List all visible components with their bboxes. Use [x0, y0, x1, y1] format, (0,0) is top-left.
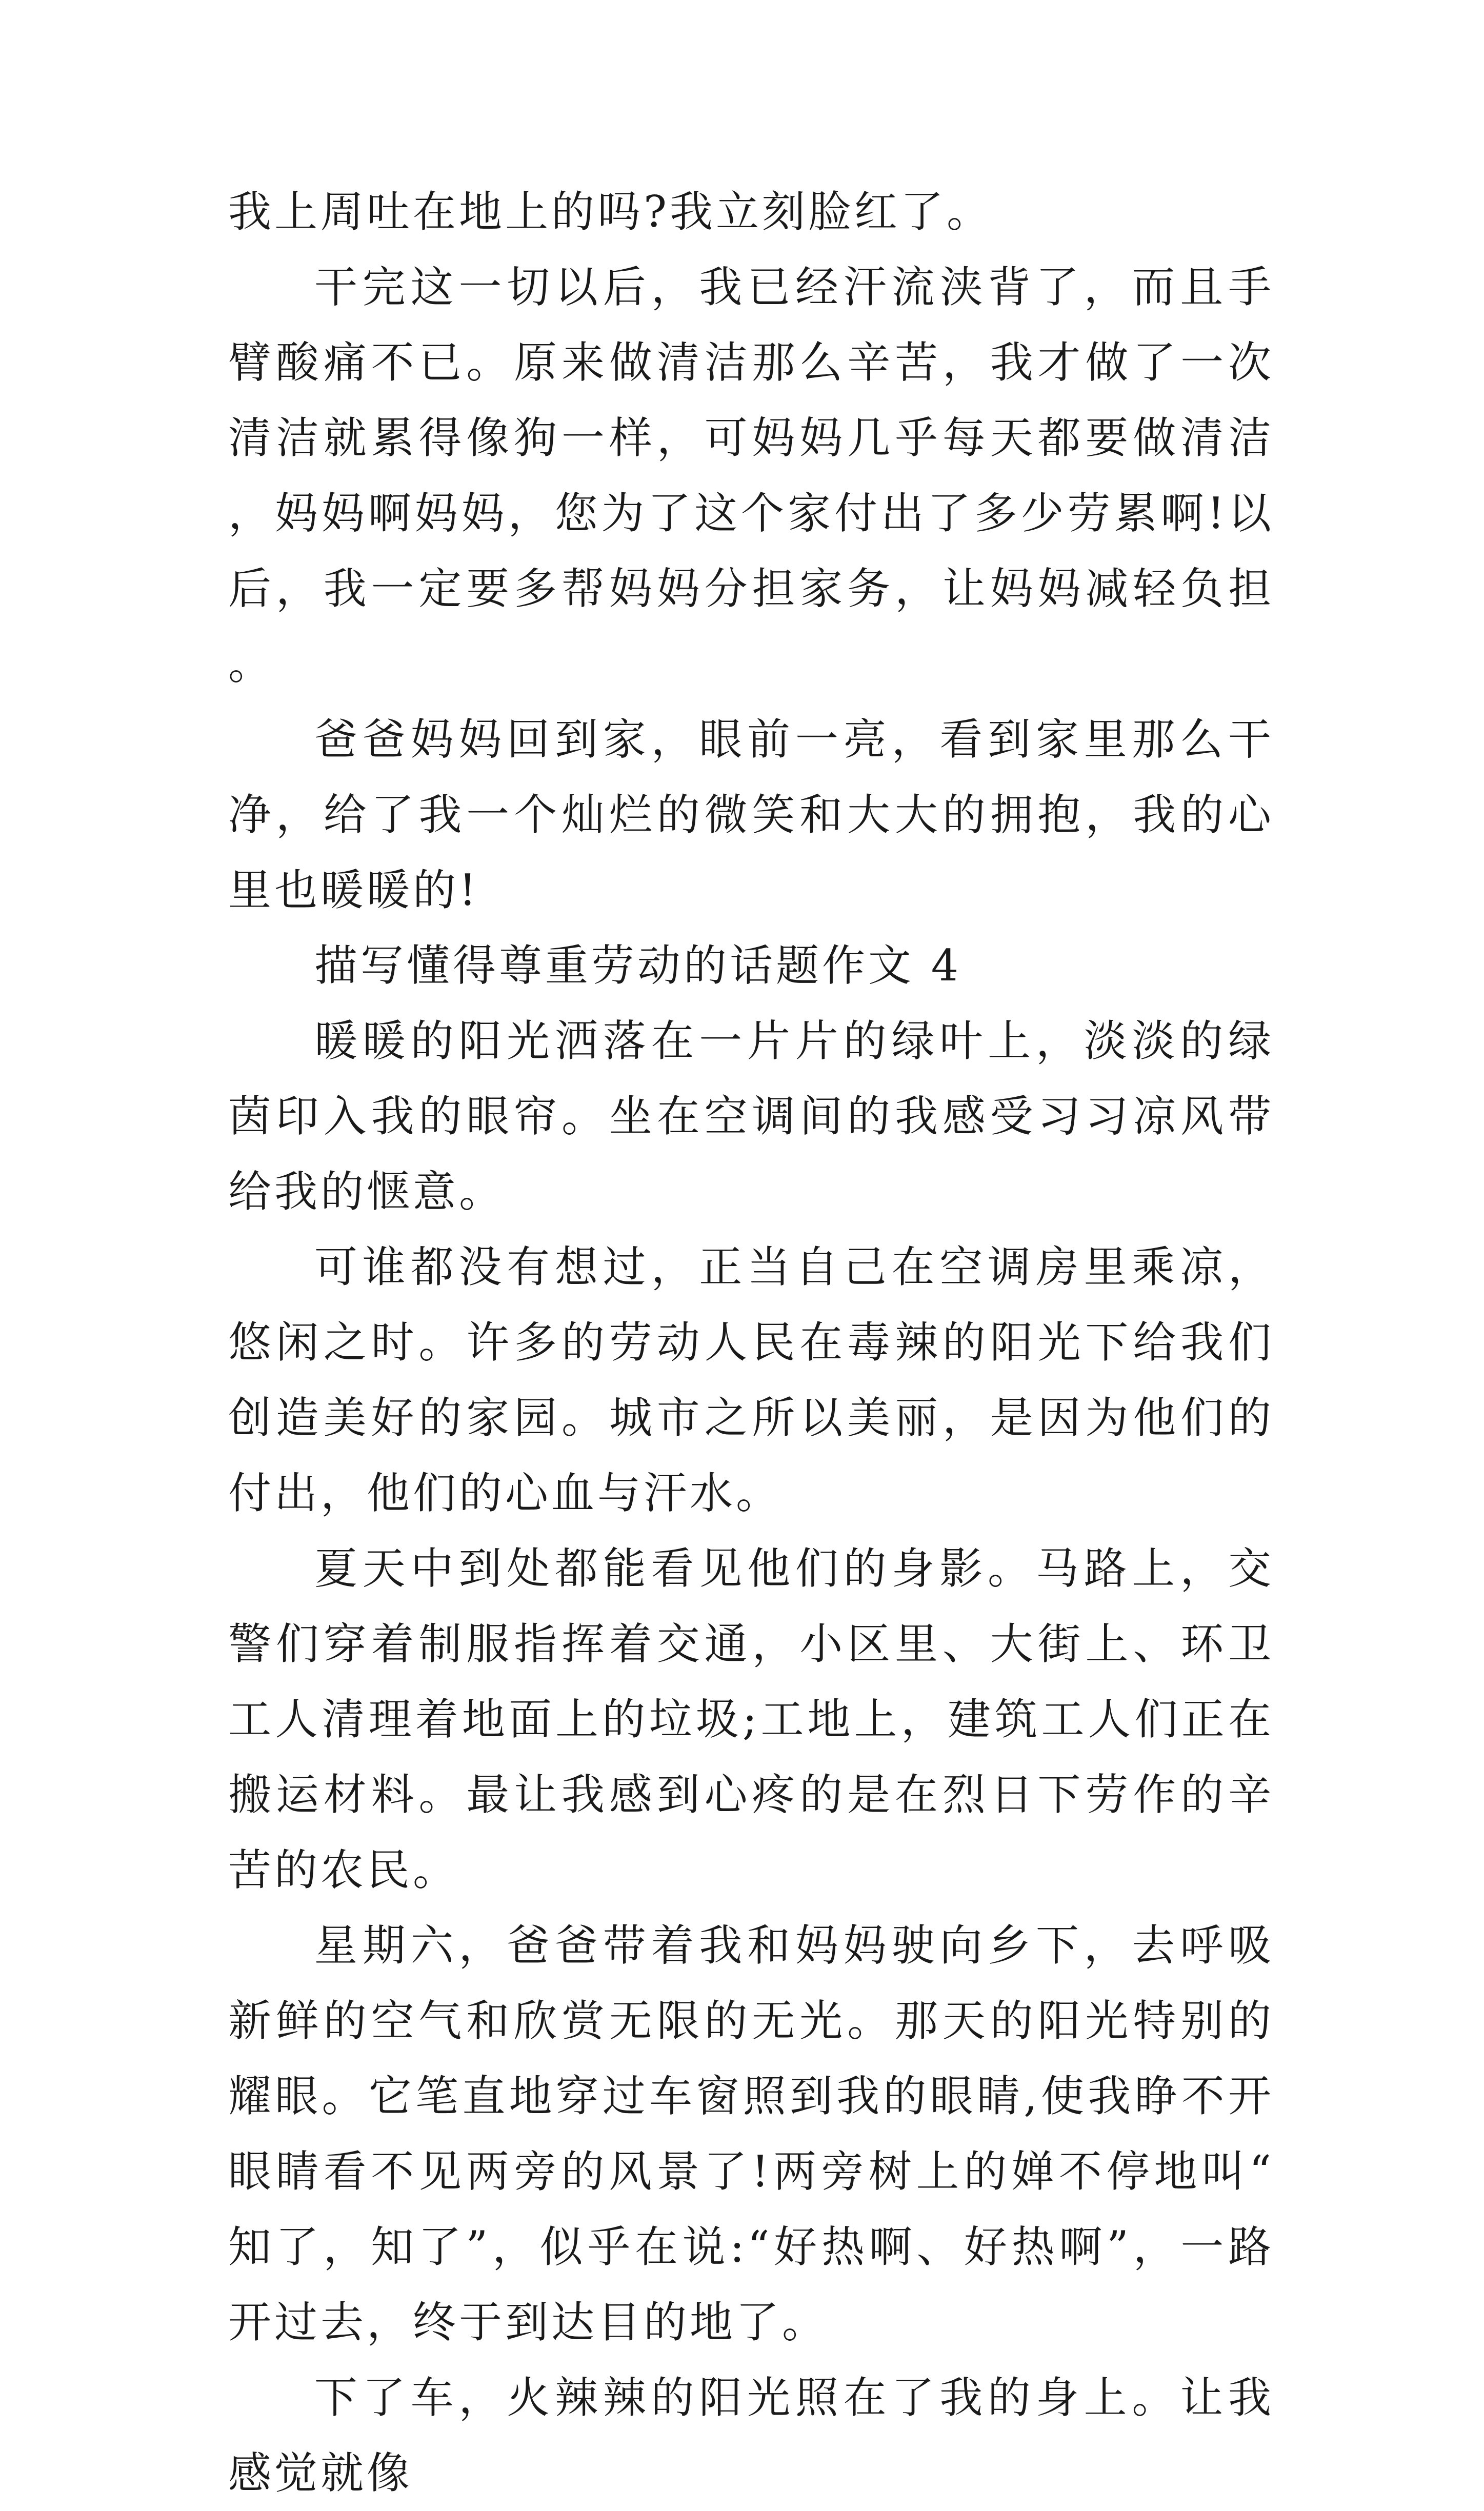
paragraph: 星期六，爸爸带着我和妈妈驶向乡下，去呼吸新鲜的空气和欣赏无限的无光。那天的阳光特别的耀眼。它笔直地穿过车窗照到我的眼睛,使我睁不开眼睛看不见两旁的风景了!两旁树上的婵不停地叫“知了，知了”，似乎在说:“好热啊、好热啊”，一路开过去，终于到达目的地了。: [228, 1920, 1274, 2347]
paragraph: 爸爸妈妈回到家，眼前一亮，看到家里那么干净，给了我一个灿烂的微笑和大大的拥抱，我的心里也暖暖的!: [228, 714, 1274, 915]
paragraph: 我上周吐在地上的吗?我立刻脸红了。: [228, 187, 993, 237]
paragraph: 暖暖的阳光洒落在一片片的绿叶上，淡淡的绿茵印入我的眼帘。坐在空调间的我感受习习凉风带给我的惬意。: [228, 1016, 1274, 1217]
paragraph: 可谁都没有想过，正当自己在空调房里乘凉，悠闲之时。许多的劳动人民在毒辣的阳光下给我们创造美好的家园。城市之所以美丽，是因为他们的付出，他们的心血与汗水。: [228, 1242, 1274, 1518]
paragraph: 夏天中到处都能看见他们的身影。马路上，交警们穿着制服指挥着交通，小区里、大街上、环卫工人清理着地面上的垃圾;工地上，建筑工人们正在搬运材料。最让我感到心疼的是在烈日下劳作的辛苦的农民。: [228, 1543, 1274, 1895]
section-heading: 描写懂得尊重劳动的话题作文 4: [314, 940, 962, 991]
document-body: [228, 174, 1274, 2511]
paragraph: 干完这一切以后，我已经汗流浃背了，而且手臂酸痛不已。原来做清洁那么辛苦，我才做了一次清洁就累得像狗一样，可妈妈几乎每天都要做清洁，妈妈啊妈妈，您为了这个家付出了多少劳累啊!以后，我一定要多帮妈妈分担家务，让妈妈减轻负担。: [228, 262, 1274, 689]
paragraph: 下了车，火辣辣的阳光照在了我的身上。让我感觉就像: [228, 2373, 1274, 2498]
